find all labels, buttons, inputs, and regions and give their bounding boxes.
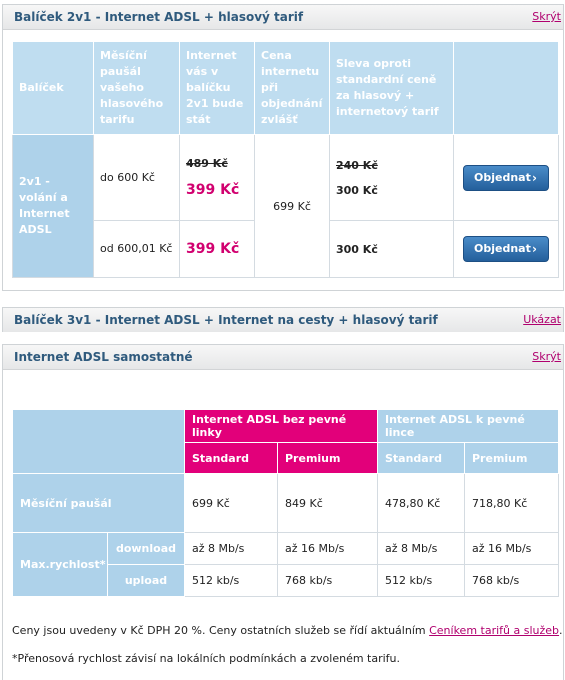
chevron-right-icon: › [532, 170, 537, 185]
price-note-end: . [559, 624, 563, 637]
chevron-right-icon: › [532, 242, 537, 256]
monthly-fee: 699 Kč [185, 474, 278, 533]
price-cell [180, 221, 255, 278]
tariff-range: od 600,01 Kč [94, 221, 180, 278]
upload-label: upload [108, 565, 185, 597]
group-with-line: Internet ADSL k pevné lince [378, 410, 559, 443]
discount-cell [330, 135, 454, 221]
price-list-link[interactable]: Ceníkem tarifů a služeb [429, 624, 560, 637]
old-price: 489 Kč [186, 157, 228, 170]
upload-speed: 768 kb/s [278, 565, 378, 597]
variant-premium: Premium [465, 443, 559, 474]
order-cell [454, 221, 559, 278]
package-3v1-panel [2, 307, 564, 332]
monthly-fee: 718,80 Kč [465, 474, 559, 533]
panel-title: Internet ADSL samostatné [14, 350, 193, 364]
upload-speed: 768 kb/s [465, 565, 559, 597]
header-package: Balíček [13, 42, 94, 135]
variant-standard: Standard [185, 443, 278, 474]
tariff-range: do 600 Kč [94, 135, 180, 221]
new-price: 399 Kč [186, 182, 240, 198]
corner-cell [13, 410, 185, 474]
order-button[interactable] [463, 236, 549, 262]
panel-header [3, 5, 563, 30]
hide-link[interactable]: Skrýt [532, 350, 561, 363]
hide-link[interactable]: Skrýt [532, 10, 561, 23]
table-row [13, 533, 559, 565]
upload-speed: 512 kb/s [185, 565, 278, 597]
panel-title: Balíček 2v1 - Internet ADSL + hlasový tarif [14, 10, 304, 24]
variant-premium: Premium [278, 443, 378, 474]
table-row [13, 474, 559, 533]
header-internet-price: Internet vás v balíčku 2v1 bude stát [180, 42, 255, 135]
header-discount: Sleva oproti standardní ceně za hlasový + internetový tarif [330, 42, 454, 135]
package-2v1-table [12, 41, 559, 278]
price-note-text: Ceny jsou uvedeny v Kč DPH 20 %. Ceny ostatních služeb se řídí aktuálním [12, 624, 430, 637]
monthly-fee: 478,80 Kč [378, 474, 465, 533]
speed-note: *Přenosová rychlost závisí na lokálních podmínkách a zvoleném tarifu. [12, 652, 401, 665]
order-button[interactable] [463, 165, 549, 191]
panel-title: Balíček 3v1 - Internet ADSL + Internet na cesty + hlasový tarif [14, 313, 438, 327]
adsl-table [12, 409, 559, 597]
order-button-label: Objednat [474, 170, 531, 184]
max-speed-label: Max.rychlost* [13, 533, 108, 597]
show-link[interactable]: Ukázat [523, 313, 561, 326]
header-separate-price: Cena internetu při objednání zvlášť [255, 42, 330, 135]
header-action [454, 42, 559, 135]
discount: 300 Kč [336, 242, 378, 256]
price-note [12, 624, 563, 637]
order-cell [454, 135, 559, 221]
monthly-fee: 849 Kč [278, 474, 378, 533]
download-label: download [108, 533, 185, 565]
panel-header [3, 308, 563, 332]
monthly-fee-label: Měsíční paušál [13, 474, 185, 533]
old-discount: 240 Kč [336, 158, 378, 172]
upload-speed: 512 kb/s [378, 565, 465, 597]
separate-price: 699 Kč [255, 135, 330, 278]
new-price: 399 Kč [186, 241, 240, 257]
header-monthly-fee: Měsíční paušál vašeho hlasového tarifu [94, 42, 180, 135]
order-button-label: Objednat [474, 242, 531, 255]
package-name: 2v1 - volání a Internet ADSL [13, 135, 94, 278]
download-speed: až 16 Mb/s [278, 533, 378, 565]
download-speed: až 8 Mb/s [378, 533, 465, 565]
group-no-line: Internet ADSL bez pevné linky [185, 410, 378, 443]
variant-standard: Standard [378, 443, 465, 474]
discount-cell [330, 221, 454, 278]
discount: 300 Kč [336, 183, 378, 197]
price-cell [180, 135, 255, 221]
table-row [13, 135, 559, 221]
panel-header [3, 345, 563, 370]
download-speed: až 16 Mb/s [465, 533, 559, 565]
download-speed: až 8 Mb/s [185, 533, 278, 565]
